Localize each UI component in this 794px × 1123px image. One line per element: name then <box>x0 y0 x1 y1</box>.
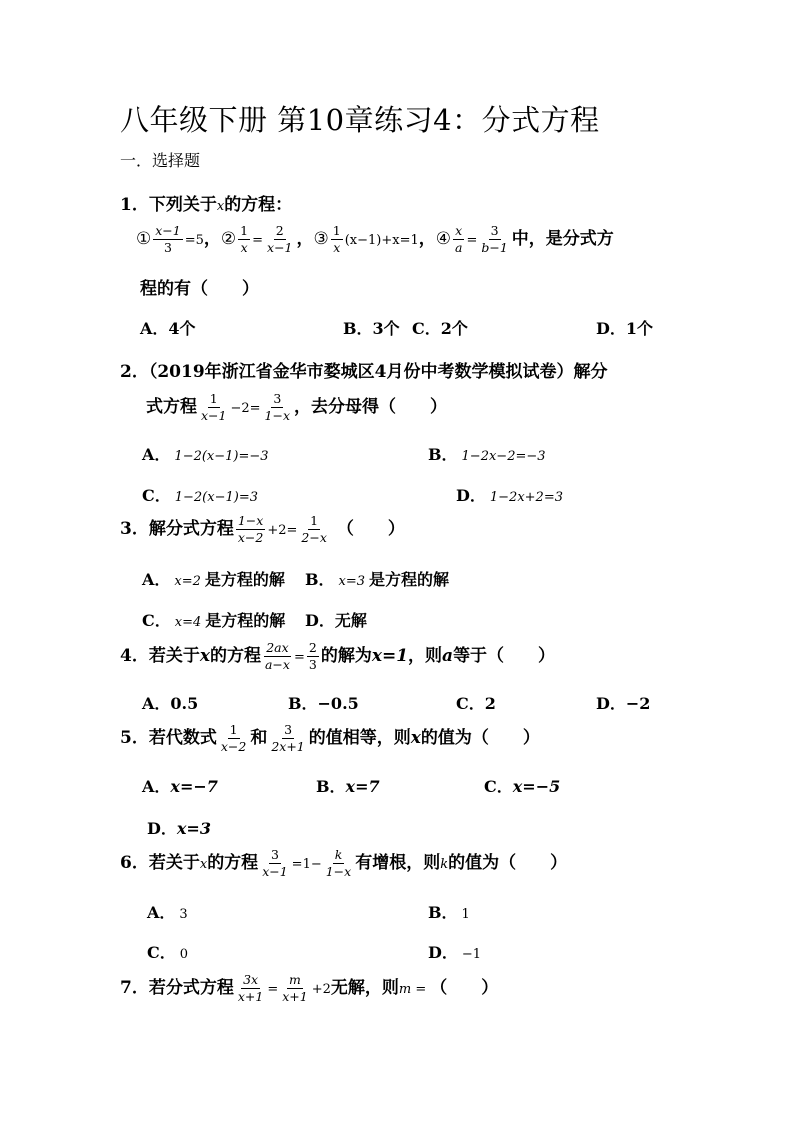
option-b: B．x=7 <box>316 777 380 796</box>
fraction: $\frac{3}{2x+1}$ <box>271 722 305 754</box>
question-4-line-1: 4．若关于x的方程 $\frac{2ax}{a-x}$ = $\frac{2}{3}$ 的解为x=1，则a等于（ ） <box>120 640 556 672</box>
option-d: D．−2 <box>596 694 651 713</box>
section-heading: 一．选择题 <box>120 151 201 170</box>
question-number: 7． <box>120 978 149 998</box>
fraction: $\frac{1-x}{x-2}$ <box>237 513 264 545</box>
option-a: A． x=2 是方程的解 <box>142 570 285 589</box>
question-2-line-2: 式方程 $\frac{1}{x-1}$ −2= $\frac{3}{1-x}$ ，去分母得（ ） <box>146 391 448 423</box>
question-number: 3． <box>120 519 149 539</box>
option-b: B．3个 <box>343 319 400 338</box>
fraction: $\frac{m}{x+1}$ <box>282 972 308 1004</box>
option-d: D． 1−2x+2=3 <box>456 486 563 505</box>
question-number: 2． <box>120 362 149 382</box>
fraction: $\frac{3}{b-1}$ <box>481 223 508 255</box>
question-number: 4． <box>120 646 149 666</box>
question-1-equations: ① $\frac{x-1}{3}$ =5，② $\frac{1}{x}$ = $\frac{2}{x-1}$ ，③ $\frac{1}{x}$ (x−1)+x=1，④ $\frac{x}{a}$ = $\frac{3}{b-1}$ 中，是分式方 <box>136 223 614 255</box>
fraction: $\frac{1}{x}$ <box>332 223 341 255</box>
option-c: C． 0 <box>147 943 189 962</box>
option-c: C． 1−2(x−1)=3 <box>142 486 258 505</box>
question-number: 6． <box>120 853 149 873</box>
option-b: B． x=3 是方程的解 <box>305 570 450 589</box>
option-b: B． 1−2x−2=−3 <box>428 445 546 464</box>
question-1-line-3: 程的有（ ） <box>140 279 259 299</box>
fraction: $\frac{3x}{x+1}$ <box>237 972 264 1004</box>
option-d: D．1个 <box>596 319 654 338</box>
option-d: D．无解 <box>305 611 367 630</box>
question-7-line-1: 7．若分式方程 $\frac{3x}{x+1}$ = $\frac{m}{x+1}$ +2无解，则m = （ ） <box>120 972 499 1004</box>
question-2-line-1: 2．（2019年浙江省金华市婺城区4月份中考数学模拟试卷）解分 <box>120 362 608 382</box>
question-number: 1． <box>120 195 149 215</box>
option-a: A． 3 <box>147 903 188 922</box>
option-a: A．x=−7 <box>142 777 218 796</box>
option-c: C． x=4 是方程的解 <box>142 611 286 630</box>
fraction: $\frac{k}{1-x}$ <box>325 847 352 879</box>
question-5-line-1: 5．若代数式 $\frac{1}{x-2}$ 和 $\frac{3}{2x+1}$ 的值相等，则x的值为（ ） <box>120 722 540 754</box>
question-number: 5． <box>120 728 149 748</box>
option-d: D．x=3 <box>147 819 211 838</box>
fraction: $\frac{1}{x-2}$ <box>220 722 247 754</box>
fraction: $\frac{x}{a}$ <box>454 223 463 255</box>
fraction: $\frac{2}{3}$ <box>308 640 317 672</box>
option-b: B．−0.5 <box>288 694 359 713</box>
option-c: C．x=−5 <box>484 777 561 796</box>
option-c: C．2 <box>456 694 496 713</box>
question-3-line-1: 3．解分式方程 $\frac{1-x}{x-2}$ +2= $\frac{1}{2-x}$ （ ） <box>120 513 405 545</box>
question-6-line-1: 6．若关于x的方程 $\frac{3}{x-1}$ =1− $\frac{k}{1-x}$ 有增根，则k的值为（ ） <box>120 847 568 879</box>
question-1-line-1: 1．下列关于x的方程： <box>120 195 293 215</box>
fraction: $\frac{1}{2-x}$ <box>301 513 327 545</box>
fraction: $\frac{3}{1-x}$ <box>264 391 291 423</box>
fraction: $\frac{2ax}{a-x}$ <box>264 640 290 672</box>
fraction: $\frac{1}{x-1}$ <box>201 391 227 423</box>
option-a: A． 1−2(x−1)=−3 <box>142 445 269 464</box>
option-a: A．4个 <box>140 319 196 338</box>
option-b: B． 1 <box>428 903 470 922</box>
option-d: D． −1 <box>428 943 482 962</box>
fraction: $\frac{2}{x-1}$ <box>267 223 293 255</box>
fraction: $\frac{x-1}{3}$ <box>155 223 181 255</box>
fraction: $\frac{1}{x}$ <box>240 223 249 255</box>
option-a: A．0.5 <box>142 694 199 713</box>
document-title: 八年级下册 第10章练习4：分式方程 <box>120 103 600 137</box>
option-c: C．2个 <box>412 319 468 338</box>
fraction: $\frac{3}{x-1}$ <box>262 847 288 879</box>
